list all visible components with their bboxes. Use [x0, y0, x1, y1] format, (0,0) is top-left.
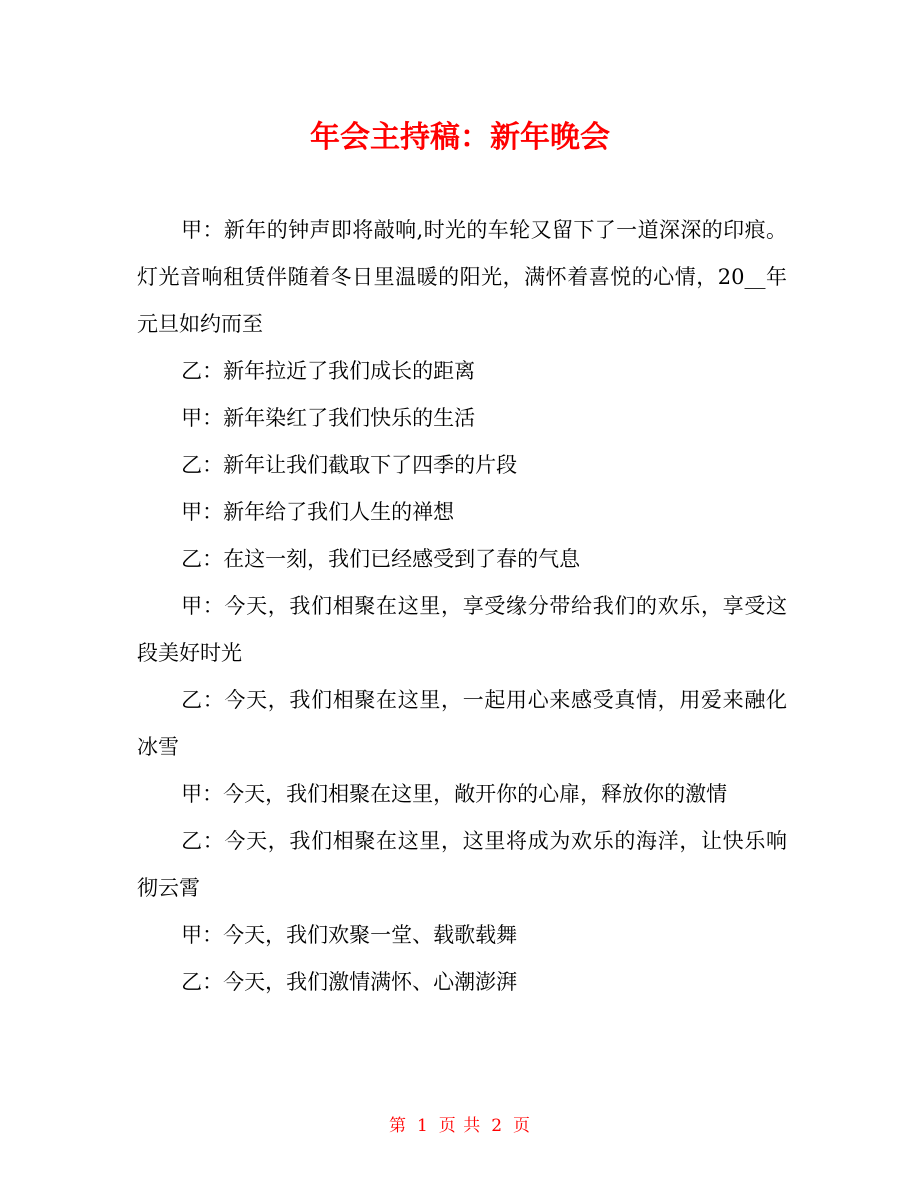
- footer-page-middle: 页 共: [438, 1116, 482, 1136]
- document-body: [137, 207, 787, 1006]
- paragraph: 乙：今天，我们激情满怀、心潮澎湃: [181, 970, 518, 994]
- footer-page-suffix: 页: [513, 1116, 532, 1136]
- footer-page-current: 1: [416, 1116, 429, 1136]
- paragraph: 乙：今天，我们相聚在这里，一起用心来感受真情，用爱来融化冰雪: [137, 688, 787, 759]
- paragraph: 甲：今天，我们欢聚一堂、载歌载舞: [181, 923, 518, 947]
- paragraph: 乙：今天，我们相聚在这里，这里将成为欢乐的海洋，让快乐响彻云霄: [137, 829, 787, 900]
- footer-page-prefix: 第: [388, 1116, 407, 1136]
- paragraph: 乙：新年拉近了我们成长的距离: [181, 359, 476, 383]
- paragraph: 甲：新年染红了我们快乐的生活: [181, 406, 476, 430]
- paragraph: 甲：今天，我们相聚在这里，敞开你的心扉，释放你的激情: [181, 782, 728, 806]
- paragraph: 甲：今天，我们相聚在这里，享受缘分带给我们的欢乐，享受这段美好时光: [137, 594, 787, 665]
- document-title: 年会主持稿：新年晚会: [310, 120, 610, 155]
- page-footer: [0, 1114, 920, 1138]
- paragraph: 乙：新年让我们截取下了四季的片段: [181, 453, 518, 477]
- paragraph: 乙：在这一刻，我们已经感受到了春的气息: [181, 547, 581, 571]
- paragraph: 甲：新年给了我们人生的禅想: [181, 500, 455, 524]
- footer-page-total: 2: [491, 1116, 504, 1136]
- paragraph: 甲：新年的钟声即将敲响,时光的车轮又留下了一道深深的印痕。灯光音响租赁伴随着冬日里温暖的阳光，满怀着喜悦的心情，20__年元旦如约而至: [137, 218, 787, 336]
